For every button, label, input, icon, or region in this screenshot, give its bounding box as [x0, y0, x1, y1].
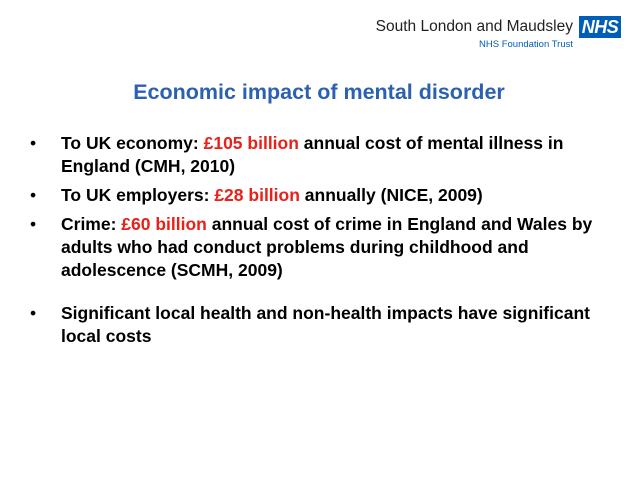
bullet-label: To UK employers: — [61, 185, 215, 205]
nhs-logo-icon: NHS — [579, 16, 621, 38]
bullet-uk-employers — [30, 184, 620, 207]
org-name: South London and Maudsley — [375, 18, 573, 35]
bullet-dot-icon: • — [30, 214, 37, 234]
bullet-text: Significant local health and non-health impacts have significant local costs — [61, 303, 590, 346]
bullet-highlight-amount: £60 billion — [121, 214, 207, 234]
bullet-crime — [30, 213, 620, 282]
bullet-highlight-amount: £28 billion — [214, 185, 300, 205]
trust-logo — [331, 14, 621, 50]
bullet-text: annually (NICE, 2009) — [299, 185, 483, 205]
bullet-label: To UK economy: — [61, 133, 204, 153]
slide-title: Economic impact of mental disorder — [133, 80, 505, 104]
bullet-dot-icon: • — [30, 303, 37, 323]
bullet-uk-economy — [30, 132, 620, 178]
bullet-dot-icon: • — [30, 185, 37, 205]
bullet-highlight-amount: £105 billion — [203, 133, 299, 153]
trust-name: NHS Foundation Trust — [479, 39, 573, 50]
bullet-local-impacts — [30, 302, 620, 348]
bullet-list — [30, 132, 620, 354]
bullet-dot-icon: • — [30, 133, 37, 153]
bullet-label: Crime: — [61, 214, 122, 234]
bullet-text: annual cost of mental illness in England (CMH, 2010) — [61, 133, 564, 176]
bullet-text: annual cost of crime in England and Wales by adults who had conduct problems during childhood and adolescence (SCMH, 2009) — [61, 214, 593, 280]
